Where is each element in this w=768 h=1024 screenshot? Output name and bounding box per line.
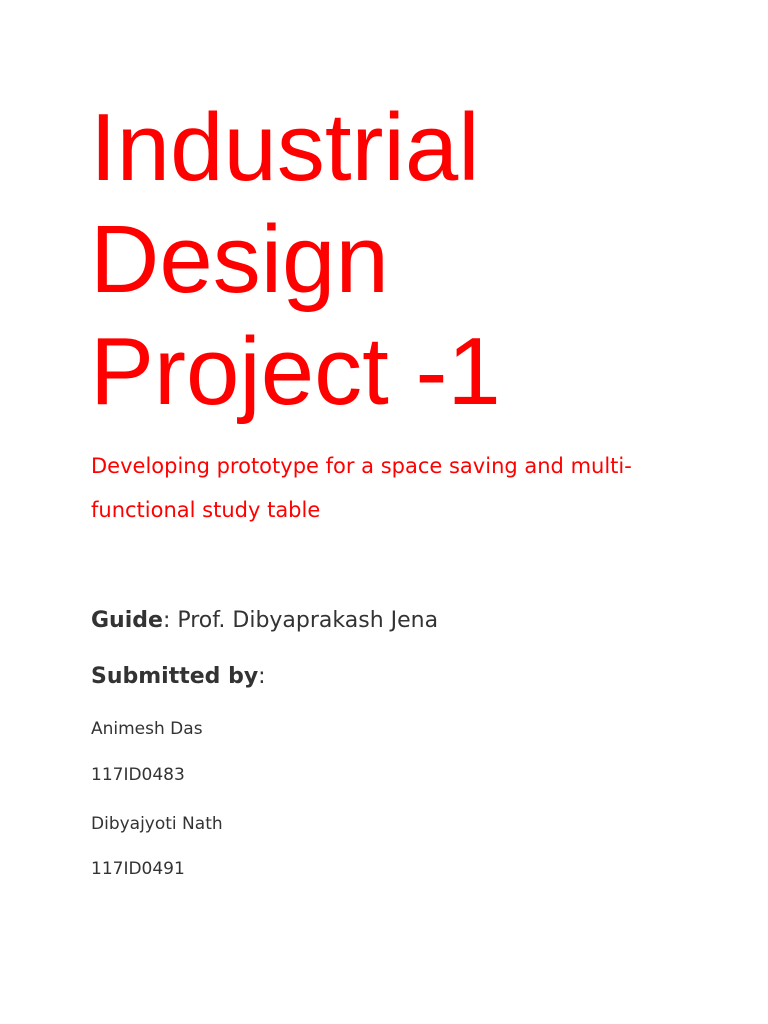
member-id-2: 117ID0491 bbox=[91, 859, 185, 879]
title-line-2: Design bbox=[90, 206, 389, 313]
member-name-2: Dibyajyoti Nath bbox=[91, 814, 223, 834]
submitted-by-line bbox=[91, 666, 266, 688]
guide-label: Guide bbox=[91, 608, 163, 633]
subtitle-line-2: functional study table bbox=[91, 498, 321, 522]
member-name-1: Animesh Das bbox=[91, 719, 203, 739]
submitted-by-separator: : bbox=[258, 664, 266, 689]
title-line-1: Industrial bbox=[90, 94, 480, 201]
submitted-by-label: Submitted by bbox=[91, 664, 259, 689]
guide-name: Prof. Dibyaprakash Jena bbox=[170, 608, 439, 633]
member-id-1: 117ID0483 bbox=[91, 765, 185, 785]
title-line-3: Project -1 bbox=[90, 318, 501, 425]
subtitle-line-1: Developing prototype for a space saving and multi- bbox=[91, 454, 632, 478]
guide-separator: : bbox=[162, 608, 171, 633]
guide-line bbox=[91, 610, 438, 632]
